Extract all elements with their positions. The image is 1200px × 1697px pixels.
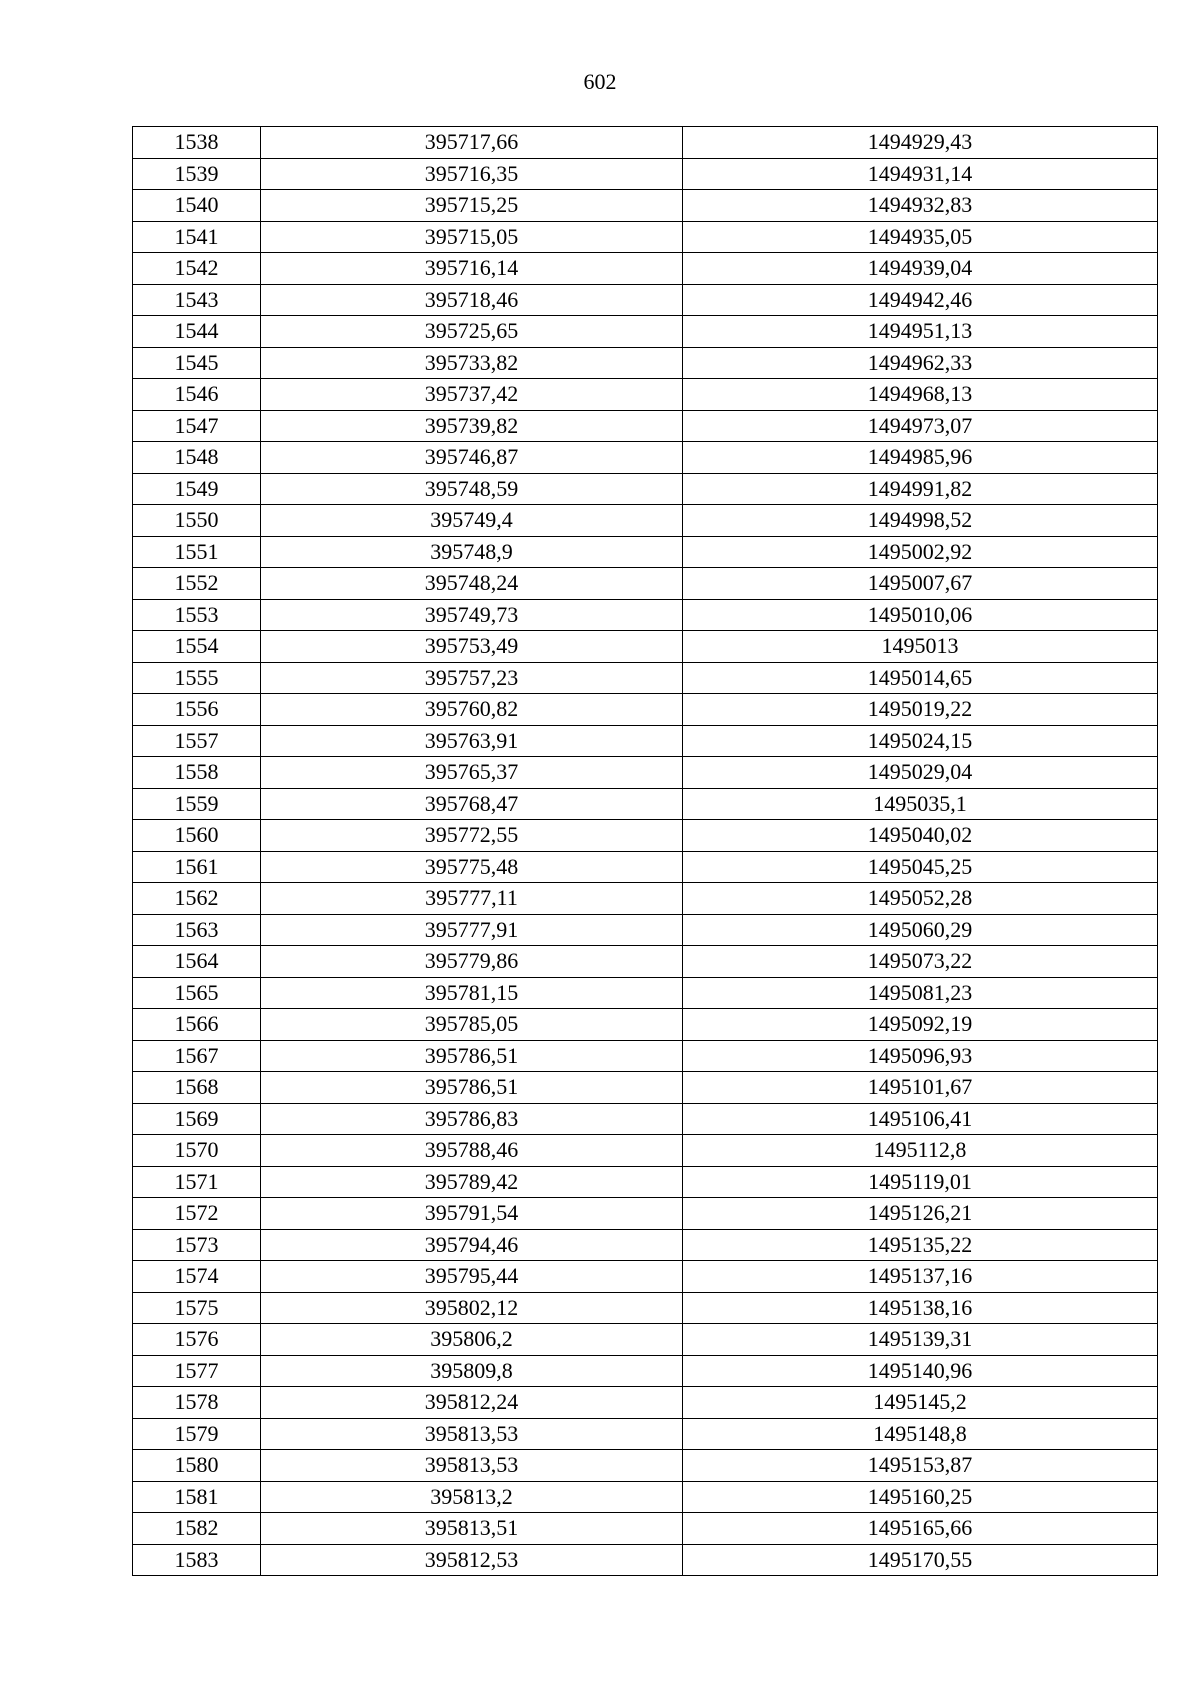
table-row	[133, 1544, 1158, 1576]
table-row	[133, 316, 1158, 348]
point-number-cell: 1567	[133, 1040, 261, 1072]
table-row	[133, 347, 1158, 379]
table-row	[133, 190, 1158, 222]
point-number-cell: 1559	[133, 788, 261, 820]
table-row	[133, 505, 1158, 537]
table-row	[133, 725, 1158, 757]
table-row	[133, 1481, 1158, 1513]
y-coordinate-cell: 1495135,22	[683, 1229, 1158, 1261]
point-number-cell: 1549	[133, 473, 261, 505]
y-coordinate-cell: 1494929,43	[683, 127, 1158, 159]
point-number-cell: 1547	[133, 410, 261, 442]
point-number-cell: 1542	[133, 253, 261, 285]
point-number-cell: 1574	[133, 1261, 261, 1293]
y-coordinate-cell: 1494985,96	[683, 442, 1158, 474]
x-coordinate-cell: 395748,24	[261, 568, 683, 600]
y-coordinate-cell: 1495081,23	[683, 977, 1158, 1009]
point-number-cell: 1564	[133, 946, 261, 978]
y-coordinate-cell: 1495013	[683, 631, 1158, 663]
point-number-cell: 1570	[133, 1135, 261, 1167]
x-coordinate-cell: 395812,53	[261, 1544, 683, 1576]
y-coordinate-cell: 1494951,13	[683, 316, 1158, 348]
x-coordinate-cell: 395812,24	[261, 1387, 683, 1419]
y-coordinate-cell: 1495092,19	[683, 1009, 1158, 1041]
table-row	[133, 820, 1158, 852]
y-coordinate-cell: 1494932,83	[683, 190, 1158, 222]
y-coordinate-cell: 1495007,67	[683, 568, 1158, 600]
point-number-cell: 1563	[133, 914, 261, 946]
y-coordinate-cell: 1495040,02	[683, 820, 1158, 852]
table-row	[133, 851, 1158, 883]
table-row	[133, 1513, 1158, 1545]
x-coordinate-cell: 395775,48	[261, 851, 683, 883]
point-number-cell: 1543	[133, 284, 261, 316]
y-coordinate-cell: 1495119,01	[683, 1166, 1158, 1198]
y-coordinate-cell: 1495060,29	[683, 914, 1158, 946]
point-number-cell: 1571	[133, 1166, 261, 1198]
table-row	[133, 379, 1158, 411]
x-coordinate-cell: 395772,55	[261, 820, 683, 852]
x-coordinate-cell: 395748,59	[261, 473, 683, 505]
y-coordinate-cell: 1495002,92	[683, 536, 1158, 568]
y-coordinate-cell: 1495019,22	[683, 694, 1158, 726]
table-row	[133, 1450, 1158, 1482]
point-number-cell: 1581	[133, 1481, 261, 1513]
point-number-cell: 1544	[133, 316, 261, 348]
y-coordinate-cell: 1494991,82	[683, 473, 1158, 505]
x-coordinate-cell: 395786,51	[261, 1040, 683, 1072]
y-coordinate-cell: 1495138,16	[683, 1292, 1158, 1324]
table-row	[133, 473, 1158, 505]
y-coordinate-cell: 1494939,04	[683, 253, 1158, 285]
table-row	[133, 1040, 1158, 1072]
y-coordinate-cell: 1495029,04	[683, 757, 1158, 789]
point-number-cell: 1541	[133, 221, 261, 253]
x-coordinate-cell: 395725,65	[261, 316, 683, 348]
x-coordinate-cell: 395779,86	[261, 946, 683, 978]
point-number-cell: 1538	[133, 127, 261, 159]
x-coordinate-cell: 395757,23	[261, 662, 683, 694]
y-coordinate-cell: 1495052,28	[683, 883, 1158, 915]
point-number-cell: 1551	[133, 536, 261, 568]
point-number-cell: 1540	[133, 190, 261, 222]
point-number-cell: 1558	[133, 757, 261, 789]
table-row	[133, 1198, 1158, 1230]
y-coordinate-cell: 1495139,31	[683, 1324, 1158, 1356]
x-coordinate-cell: 395813,53	[261, 1418, 683, 1450]
point-number-cell: 1545	[133, 347, 261, 379]
x-coordinate-cell: 395813,53	[261, 1450, 683, 1482]
table-row	[133, 914, 1158, 946]
y-coordinate-cell: 1495140,96	[683, 1355, 1158, 1387]
y-coordinate-cell: 1495106,41	[683, 1103, 1158, 1135]
table-row	[133, 1229, 1158, 1261]
point-number-cell: 1565	[133, 977, 261, 1009]
y-coordinate-cell: 1494931,14	[683, 158, 1158, 190]
y-coordinate-cell: 1495035,1	[683, 788, 1158, 820]
x-coordinate-cell: 395715,25	[261, 190, 683, 222]
x-coordinate-cell: 395802,12	[261, 1292, 683, 1324]
table-row	[133, 662, 1158, 694]
table-row	[133, 757, 1158, 789]
table-row	[133, 1387, 1158, 1419]
x-coordinate-cell: 395786,51	[261, 1072, 683, 1104]
table-row	[133, 442, 1158, 474]
y-coordinate-cell: 1495014,65	[683, 662, 1158, 694]
table-row	[133, 1072, 1158, 1104]
point-number-cell: 1555	[133, 662, 261, 694]
point-number-cell: 1568	[133, 1072, 261, 1104]
y-coordinate-cell: 1495126,21	[683, 1198, 1158, 1230]
point-number-cell: 1546	[133, 379, 261, 411]
point-number-cell: 1573	[133, 1229, 261, 1261]
point-number-cell: 1548	[133, 442, 261, 474]
table-row	[133, 221, 1158, 253]
table-row	[133, 568, 1158, 600]
table-row	[133, 788, 1158, 820]
x-coordinate-cell: 395753,49	[261, 631, 683, 663]
y-coordinate-cell: 1495137,16	[683, 1261, 1158, 1293]
x-coordinate-cell: 395806,2	[261, 1324, 683, 1356]
x-coordinate-cell: 395716,14	[261, 253, 683, 285]
point-number-cell: 1578	[133, 1387, 261, 1419]
x-coordinate-cell: 395794,46	[261, 1229, 683, 1261]
point-number-cell: 1561	[133, 851, 261, 883]
table-row	[133, 1135, 1158, 1167]
table-row	[133, 977, 1158, 1009]
table-row	[133, 946, 1158, 978]
x-coordinate-cell: 395795,44	[261, 1261, 683, 1293]
table-row	[133, 694, 1158, 726]
x-coordinate-cell: 395777,91	[261, 914, 683, 946]
point-number-cell: 1579	[133, 1418, 261, 1450]
table-row	[133, 1355, 1158, 1387]
table-row	[133, 1166, 1158, 1198]
point-number-cell: 1583	[133, 1544, 261, 1576]
table-row	[133, 284, 1158, 316]
y-coordinate-cell: 1495170,55	[683, 1544, 1158, 1576]
y-coordinate-cell: 1494968,13	[683, 379, 1158, 411]
x-coordinate-cell: 395777,11	[261, 883, 683, 915]
y-coordinate-cell: 1495096,93	[683, 1040, 1158, 1072]
x-coordinate-cell: 395718,46	[261, 284, 683, 316]
x-coordinate-cell: 395788,46	[261, 1135, 683, 1167]
x-coordinate-cell: 395765,37	[261, 757, 683, 789]
table-row	[133, 599, 1158, 631]
point-number-cell: 1553	[133, 599, 261, 631]
y-coordinate-cell: 1494935,05	[683, 221, 1158, 253]
x-coordinate-cell: 395813,51	[261, 1513, 683, 1545]
x-coordinate-cell: 395715,05	[261, 221, 683, 253]
x-coordinate-cell: 395785,05	[261, 1009, 683, 1041]
x-coordinate-cell: 395717,66	[261, 127, 683, 159]
y-coordinate-cell: 1495148,8	[683, 1418, 1158, 1450]
table-row	[133, 1292, 1158, 1324]
table-row	[133, 536, 1158, 568]
x-coordinate-cell: 395791,54	[261, 1198, 683, 1230]
y-coordinate-cell: 1495010,06	[683, 599, 1158, 631]
x-coordinate-cell: 395737,42	[261, 379, 683, 411]
point-number-cell: 1572	[133, 1198, 261, 1230]
page-number: 602	[583, 69, 617, 94]
x-coordinate-cell: 395789,42	[261, 1166, 683, 1198]
table-row	[133, 1324, 1158, 1356]
x-coordinate-cell: 395786,83	[261, 1103, 683, 1135]
x-coordinate-cell: 395716,35	[261, 158, 683, 190]
y-coordinate-cell: 1495145,2	[683, 1387, 1158, 1419]
y-coordinate-cell: 1494998,52	[683, 505, 1158, 537]
point-number-cell: 1575	[133, 1292, 261, 1324]
table-row	[133, 158, 1158, 190]
y-coordinate-cell: 1495153,87	[683, 1450, 1158, 1482]
point-number-cell: 1582	[133, 1513, 261, 1545]
point-number-cell: 1566	[133, 1009, 261, 1041]
point-number-cell: 1576	[133, 1324, 261, 1356]
point-number-cell: 1557	[133, 725, 261, 757]
x-coordinate-cell: 395749,73	[261, 599, 683, 631]
point-number-cell: 1569	[133, 1103, 261, 1135]
y-coordinate-cell: 1495101,67	[683, 1072, 1158, 1104]
x-coordinate-cell: 395781,15	[261, 977, 683, 1009]
y-coordinate-cell: 1494973,07	[683, 410, 1158, 442]
point-number-cell: 1577	[133, 1355, 261, 1387]
y-coordinate-cell: 1494942,46	[683, 284, 1158, 316]
point-number-cell: 1560	[133, 820, 261, 852]
point-number-cell: 1554	[133, 631, 261, 663]
x-coordinate-cell: 395733,82	[261, 347, 683, 379]
table-row	[133, 883, 1158, 915]
x-coordinate-cell: 395760,82	[261, 694, 683, 726]
y-coordinate-cell: 1495045,25	[683, 851, 1158, 883]
point-number-cell: 1550	[133, 505, 261, 537]
x-coordinate-cell: 395746,87	[261, 442, 683, 474]
table-row	[133, 1261, 1158, 1293]
y-coordinate-cell: 1495112,8	[683, 1135, 1158, 1167]
y-coordinate-cell: 1495160,25	[683, 1481, 1158, 1513]
x-coordinate-cell: 395748,9	[261, 536, 683, 568]
y-coordinate-cell: 1495073,22	[683, 946, 1158, 978]
point-number-cell: 1580	[133, 1450, 261, 1482]
table-row	[133, 631, 1158, 663]
x-coordinate-cell: 395749,4	[261, 505, 683, 537]
y-coordinate-cell: 1495165,66	[683, 1513, 1158, 1545]
coordinates-table	[132, 126, 1158, 1576]
table-row	[133, 1418, 1158, 1450]
table-row	[133, 253, 1158, 285]
point-number-cell: 1556	[133, 694, 261, 726]
point-number-cell: 1539	[133, 158, 261, 190]
x-coordinate-cell: 395739,82	[261, 410, 683, 442]
table-row	[133, 1103, 1158, 1135]
table-row	[133, 1009, 1158, 1041]
table-row	[133, 410, 1158, 442]
table-row	[133, 127, 1158, 159]
point-number-cell: 1562	[133, 883, 261, 915]
x-coordinate-cell: 395813,2	[261, 1481, 683, 1513]
y-coordinate-cell: 1494962,33	[683, 347, 1158, 379]
x-coordinate-cell: 395768,47	[261, 788, 683, 820]
coordinates-table-body	[133, 127, 1158, 1576]
point-number-cell: 1552	[133, 568, 261, 600]
x-coordinate-cell: 395763,91	[261, 725, 683, 757]
x-coordinate-cell: 395809,8	[261, 1355, 683, 1387]
y-coordinate-cell: 1495024,15	[683, 725, 1158, 757]
